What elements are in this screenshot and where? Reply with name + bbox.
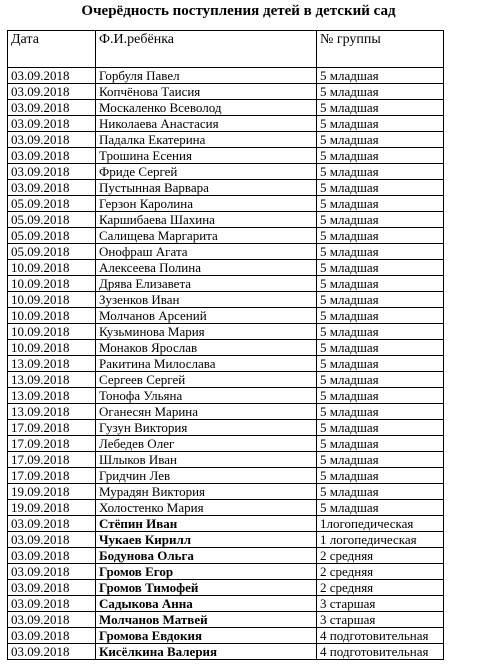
row-group-cell: 5 младшая xyxy=(317,420,444,436)
row-name-cell: Герзон Каролина xyxy=(96,196,317,212)
row-group-cell: 5 младшая xyxy=(317,356,444,372)
row-date-cell: 10.09.2018 xyxy=(8,292,96,308)
row-group-cell: 5 младшая xyxy=(317,292,444,308)
table-row xyxy=(8,100,444,116)
row-group-cell: 5 младшая xyxy=(317,228,444,244)
row-group-cell: 2 средняя xyxy=(317,564,444,580)
row-group-cell: 2 средняя xyxy=(317,580,444,596)
row-date-cell: 03.09.2018 xyxy=(8,116,96,132)
table-row xyxy=(8,308,444,324)
table-row xyxy=(8,164,444,180)
header-date: Дата xyxy=(8,31,96,68)
row-date-cell: 13.09.2018 xyxy=(8,388,96,404)
table-row xyxy=(8,420,444,436)
row-group-cell: 5 младшая xyxy=(317,452,444,468)
row-name-cell: Бодунова Ольга xyxy=(96,548,317,564)
row-date-cell: 19.09.2018 xyxy=(8,484,96,500)
row-group-cell: 5 младшая xyxy=(317,372,444,388)
row-group-cell: 5 младшая xyxy=(317,436,444,452)
row-name-cell: Трошина Есения xyxy=(96,148,317,164)
row-date-cell: 10.09.2018 xyxy=(8,260,96,276)
row-group-cell: 5 младшая xyxy=(317,100,444,116)
table-row xyxy=(8,404,444,420)
row-name-cell: Каршибаева Шахина xyxy=(96,212,317,228)
row-name-cell: Салищева Маргарита xyxy=(96,228,317,244)
row-date-cell: 03.09.2018 xyxy=(8,180,96,196)
row-group-cell: 4 подготовительная xyxy=(317,644,444,660)
row-date-cell: 03.09.2018 xyxy=(8,580,96,596)
row-date-cell: 10.09.2018 xyxy=(8,276,96,292)
row-date-cell: 19.09.2018 xyxy=(8,500,96,516)
row-name-cell: Алексеева Полина xyxy=(96,260,317,276)
row-group-cell: 5 младшая xyxy=(317,244,444,260)
row-date-cell: 17.09.2018 xyxy=(8,420,96,436)
row-group-cell: 1 логопедическая xyxy=(317,532,444,548)
table-row xyxy=(8,372,444,388)
row-group-cell: 3 старшая xyxy=(317,612,444,628)
table-row xyxy=(8,388,444,404)
row-group-cell: 5 младшая xyxy=(317,388,444,404)
row-group-cell: 2 средняя xyxy=(317,548,444,564)
page-title: Очерёдность поступления детей в детский сад xyxy=(81,3,396,19)
table-row xyxy=(8,260,444,276)
row-name-cell: Молчанов Матвей xyxy=(96,612,317,628)
row-name-cell: Гузун Виктория xyxy=(96,420,317,436)
row-date-cell: 17.09.2018 xyxy=(8,452,96,468)
row-group-cell: 5 младшая xyxy=(317,404,444,420)
row-name-cell: Копчёнова Таисия xyxy=(96,84,317,100)
row-date-cell: 03.09.2018 xyxy=(8,84,96,100)
row-name-cell: Холостенко Мария xyxy=(96,500,317,516)
row-name-cell: Стёпин Иван xyxy=(96,516,317,532)
table-row xyxy=(8,324,444,340)
row-group-cell: 5 младшая xyxy=(317,132,444,148)
row-date-cell: 10.09.2018 xyxy=(8,308,96,324)
row-date-cell: 05.09.2018 xyxy=(8,244,96,260)
table-row xyxy=(8,548,444,564)
row-date-cell: 03.09.2018 xyxy=(8,100,96,116)
row-group-cell: 5 младшая xyxy=(317,180,444,196)
row-group-cell: 5 младшая xyxy=(317,468,444,484)
row-date-cell: 05.09.2018 xyxy=(8,212,96,228)
table-row xyxy=(8,580,444,596)
table-row xyxy=(8,116,444,132)
row-date-cell: 10.09.2018 xyxy=(8,340,96,356)
row-name-cell: Фриде Сергей xyxy=(96,164,317,180)
table-row xyxy=(8,196,444,212)
table-row xyxy=(8,628,444,644)
table-row xyxy=(8,484,444,500)
row-group-cell: 5 младшая xyxy=(317,148,444,164)
row-name-cell: Горбуля Павел xyxy=(96,68,317,84)
table-row xyxy=(8,436,444,452)
row-name-cell: Дрява Елизавета xyxy=(96,276,317,292)
row-date-cell: 05.09.2018 xyxy=(8,228,96,244)
header-child-name: Ф.И.ребёнка xyxy=(96,31,317,68)
table-row xyxy=(8,132,444,148)
row-group-cell: 5 младшая xyxy=(317,324,444,340)
table-row xyxy=(8,228,444,244)
table-row xyxy=(8,516,444,532)
table-row xyxy=(8,452,444,468)
row-group-cell: 5 младшая xyxy=(317,212,444,228)
row-name-cell: Онофраш Агата xyxy=(96,244,317,260)
row-group-cell: 3 старшая xyxy=(317,596,444,612)
table-row xyxy=(8,500,444,516)
table-row xyxy=(8,68,444,84)
row-group-cell: 5 младшая xyxy=(317,68,444,84)
row-name-cell: Тонофа Ульяна xyxy=(96,388,317,404)
row-group-cell: 5 младшая xyxy=(317,260,444,276)
row-date-cell: 10.09.2018 xyxy=(8,324,96,340)
row-name-cell: Оганесян Марина xyxy=(96,404,317,420)
table-row xyxy=(8,596,444,612)
table-row xyxy=(8,84,444,100)
table-row xyxy=(8,244,444,260)
row-name-cell: Падалка Екатерина xyxy=(96,132,317,148)
row-date-cell: 03.09.2018 xyxy=(8,612,96,628)
row-date-cell: 03.09.2018 xyxy=(8,132,96,148)
row-name-cell: Сергеев Сергей xyxy=(96,372,317,388)
row-name-cell: Кисёлкина Валерия xyxy=(96,644,317,660)
row-date-cell: 03.09.2018 xyxy=(8,596,96,612)
row-group-cell: 4 подготовительная xyxy=(317,628,444,644)
row-name-cell: Громов Тимофей xyxy=(96,580,317,596)
row-name-cell: Мурадян Виктория xyxy=(96,484,317,500)
row-name-cell: Чукаев Кирилл xyxy=(96,532,317,548)
row-date-cell: 13.09.2018 xyxy=(8,372,96,388)
table-header-row xyxy=(8,31,444,68)
table-row xyxy=(8,276,444,292)
row-date-cell: 13.09.2018 xyxy=(8,404,96,420)
row-group-cell: 5 младшая xyxy=(317,84,444,100)
queue-table xyxy=(7,30,444,660)
row-name-cell: Пустынная Варвара xyxy=(96,180,317,196)
row-name-cell: Ракитина Милослава xyxy=(96,356,317,372)
header-group-number: № группы xyxy=(317,31,444,68)
row-date-cell: 03.09.2018 xyxy=(8,68,96,84)
table-row xyxy=(8,148,444,164)
row-date-cell: 03.09.2018 xyxy=(8,564,96,580)
row-name-cell: Лебедев Олег xyxy=(96,436,317,452)
table-row xyxy=(8,180,444,196)
row-group-cell: 5 младшая xyxy=(317,500,444,516)
row-name-cell: Гридчин Лев xyxy=(96,468,317,484)
table-row xyxy=(8,340,444,356)
table-row xyxy=(8,356,444,372)
row-name-cell: Шлыков Иван xyxy=(96,452,317,468)
table-row xyxy=(8,532,444,548)
row-date-cell: 03.09.2018 xyxy=(8,628,96,644)
row-name-cell: Громов Егор xyxy=(96,564,317,580)
row-group-cell: 5 младшая xyxy=(317,116,444,132)
table-row xyxy=(8,612,444,628)
row-date-cell: 17.09.2018 xyxy=(8,468,96,484)
row-group-cell: 5 младшая xyxy=(317,196,444,212)
row-name-cell: Садыкова Анна xyxy=(96,596,317,612)
row-date-cell: 13.09.2018 xyxy=(8,356,96,372)
row-date-cell: 03.09.2018 xyxy=(8,548,96,564)
row-group-cell: 1логопедическая xyxy=(317,516,444,532)
row-date-cell: 03.09.2018 xyxy=(8,644,96,660)
row-date-cell: 03.09.2018 xyxy=(8,148,96,164)
table-row xyxy=(8,212,444,228)
row-group-cell: 5 младшая xyxy=(317,340,444,356)
row-name-cell: Москаленко Всеволод xyxy=(96,100,317,116)
row-name-cell: Кузьминова Мария xyxy=(96,324,317,340)
row-group-cell: 5 младшая xyxy=(317,308,444,324)
row-date-cell: 17.09.2018 xyxy=(8,436,96,452)
table-row xyxy=(8,292,444,308)
row-group-cell: 5 младшая xyxy=(317,276,444,292)
row-date-cell: 03.09.2018 xyxy=(8,532,96,548)
row-group-cell: 5 младшая xyxy=(317,164,444,180)
row-name-cell: Монаков Ярослав xyxy=(96,340,317,356)
row-date-cell: 05.09.2018 xyxy=(8,196,96,212)
row-group-cell: 5 младшая xyxy=(317,484,444,500)
row-date-cell: 03.09.2018 xyxy=(8,516,96,532)
table-row xyxy=(8,644,444,660)
row-name-cell: Молчанов Арсений xyxy=(96,308,317,324)
row-name-cell: Зузенков Иван xyxy=(96,292,317,308)
table-row xyxy=(8,468,444,484)
row-name-cell: Громова Евдокия xyxy=(96,628,317,644)
row-name-cell: Николаева Анастасия xyxy=(96,116,317,132)
row-date-cell: 03.09.2018 xyxy=(8,164,96,180)
table-row xyxy=(8,564,444,580)
